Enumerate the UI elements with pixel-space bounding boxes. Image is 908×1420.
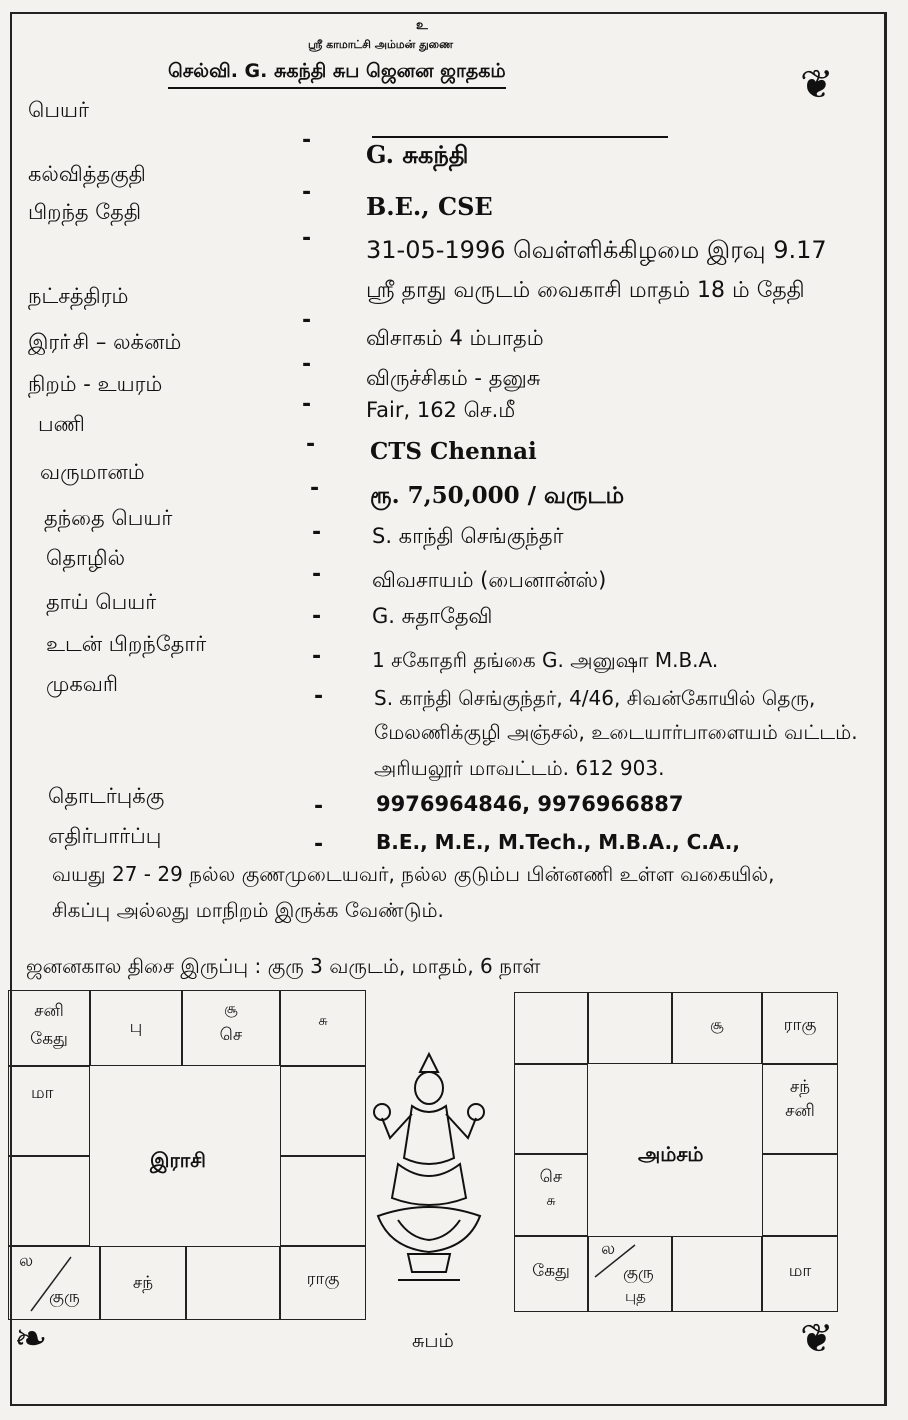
amsam-cell-r2c0: செ சு (514, 1154, 588, 1236)
rasi-cell-r0c2: சூ செ (182, 990, 280, 1066)
amsam-cell-r3c3: மா (762, 1236, 838, 1312)
rasi-cell-r3c3: ராகு (280, 1246, 366, 1320)
rasi-center: இராசி (150, 1148, 206, 1172)
amsam-cell-r0c0 (514, 992, 588, 1064)
expectation-line-2: சிகப்பு அல்லது மாநிறம் இருக்க வேண்டும். (52, 898, 444, 922)
footer-subam: சுபம் (412, 1330, 454, 1352)
dasa-line: ஜனனகால திசை இருப்பு : குரு 3 வருடம், மாதம், 6 நாள் (26, 954, 541, 978)
amsam-cell-r3c2 (672, 1236, 762, 1312)
document-title: செல்வி. G. சுகந்தி சுப ஜெனன ஜாதகம் (168, 60, 506, 89)
rasi-cell-r1c3 (280, 1066, 366, 1156)
rasi-cell-r3c1: சந் (100, 1246, 186, 1320)
rasi-cell-r2c0 (8, 1156, 90, 1246)
invocation-top: உ (416, 18, 428, 33)
rasi-cell-r3c2 (186, 1246, 280, 1320)
amsam-cell-r3c1: ல குரு புத (588, 1236, 672, 1312)
invocation: ஸ்ரீ காமாட்சி அம்மன் துணை (308, 38, 454, 51)
amsam-cell-r0c3: ராகு (762, 992, 838, 1064)
rasi-cell-r0c1: பு (90, 990, 182, 1066)
rasi-cell-r3c0: ல குரு (8, 1246, 100, 1320)
rasi-chart (8, 990, 366, 1320)
amsam-cell-r0c2: சூ (672, 992, 762, 1064)
amsam-cell-r0c1 (588, 992, 672, 1064)
expectation-line-1: வயது 27 - 29 நல்ல குணமுடையவர், நல்ல குடும்ப பின்னணி உள்ள வகையில், (52, 862, 775, 886)
amsam-cell-r3c0: கேது (514, 1236, 588, 1312)
amsam-cell-r1c0 (514, 1064, 588, 1154)
goddess-lakshmi-icon (368, 1048, 490, 1286)
rasi-cell-r2c3 (280, 1156, 366, 1246)
rasi-cell-r0c3: சு (280, 990, 366, 1066)
corner-ornament-bottom-right-icon: ❦ (800, 1316, 834, 1362)
rasi-cell-r0c0: சனி கேது (8, 990, 90, 1066)
corner-ornament-bottom-left-icon: ❧ (14, 1316, 48, 1362)
amsam-center: அம்சம் (638, 1142, 704, 1166)
rasi-cell-r1c0: மா (8, 1066, 90, 1156)
corner-ornament-top-right-icon: ❦ (800, 62, 834, 108)
amsam-cell-r2c3 (762, 1154, 838, 1236)
amsam-chart (514, 992, 838, 1312)
title-underline (372, 136, 668, 138)
amsam-cell-r1c3: சந் சனி (762, 1064, 838, 1154)
